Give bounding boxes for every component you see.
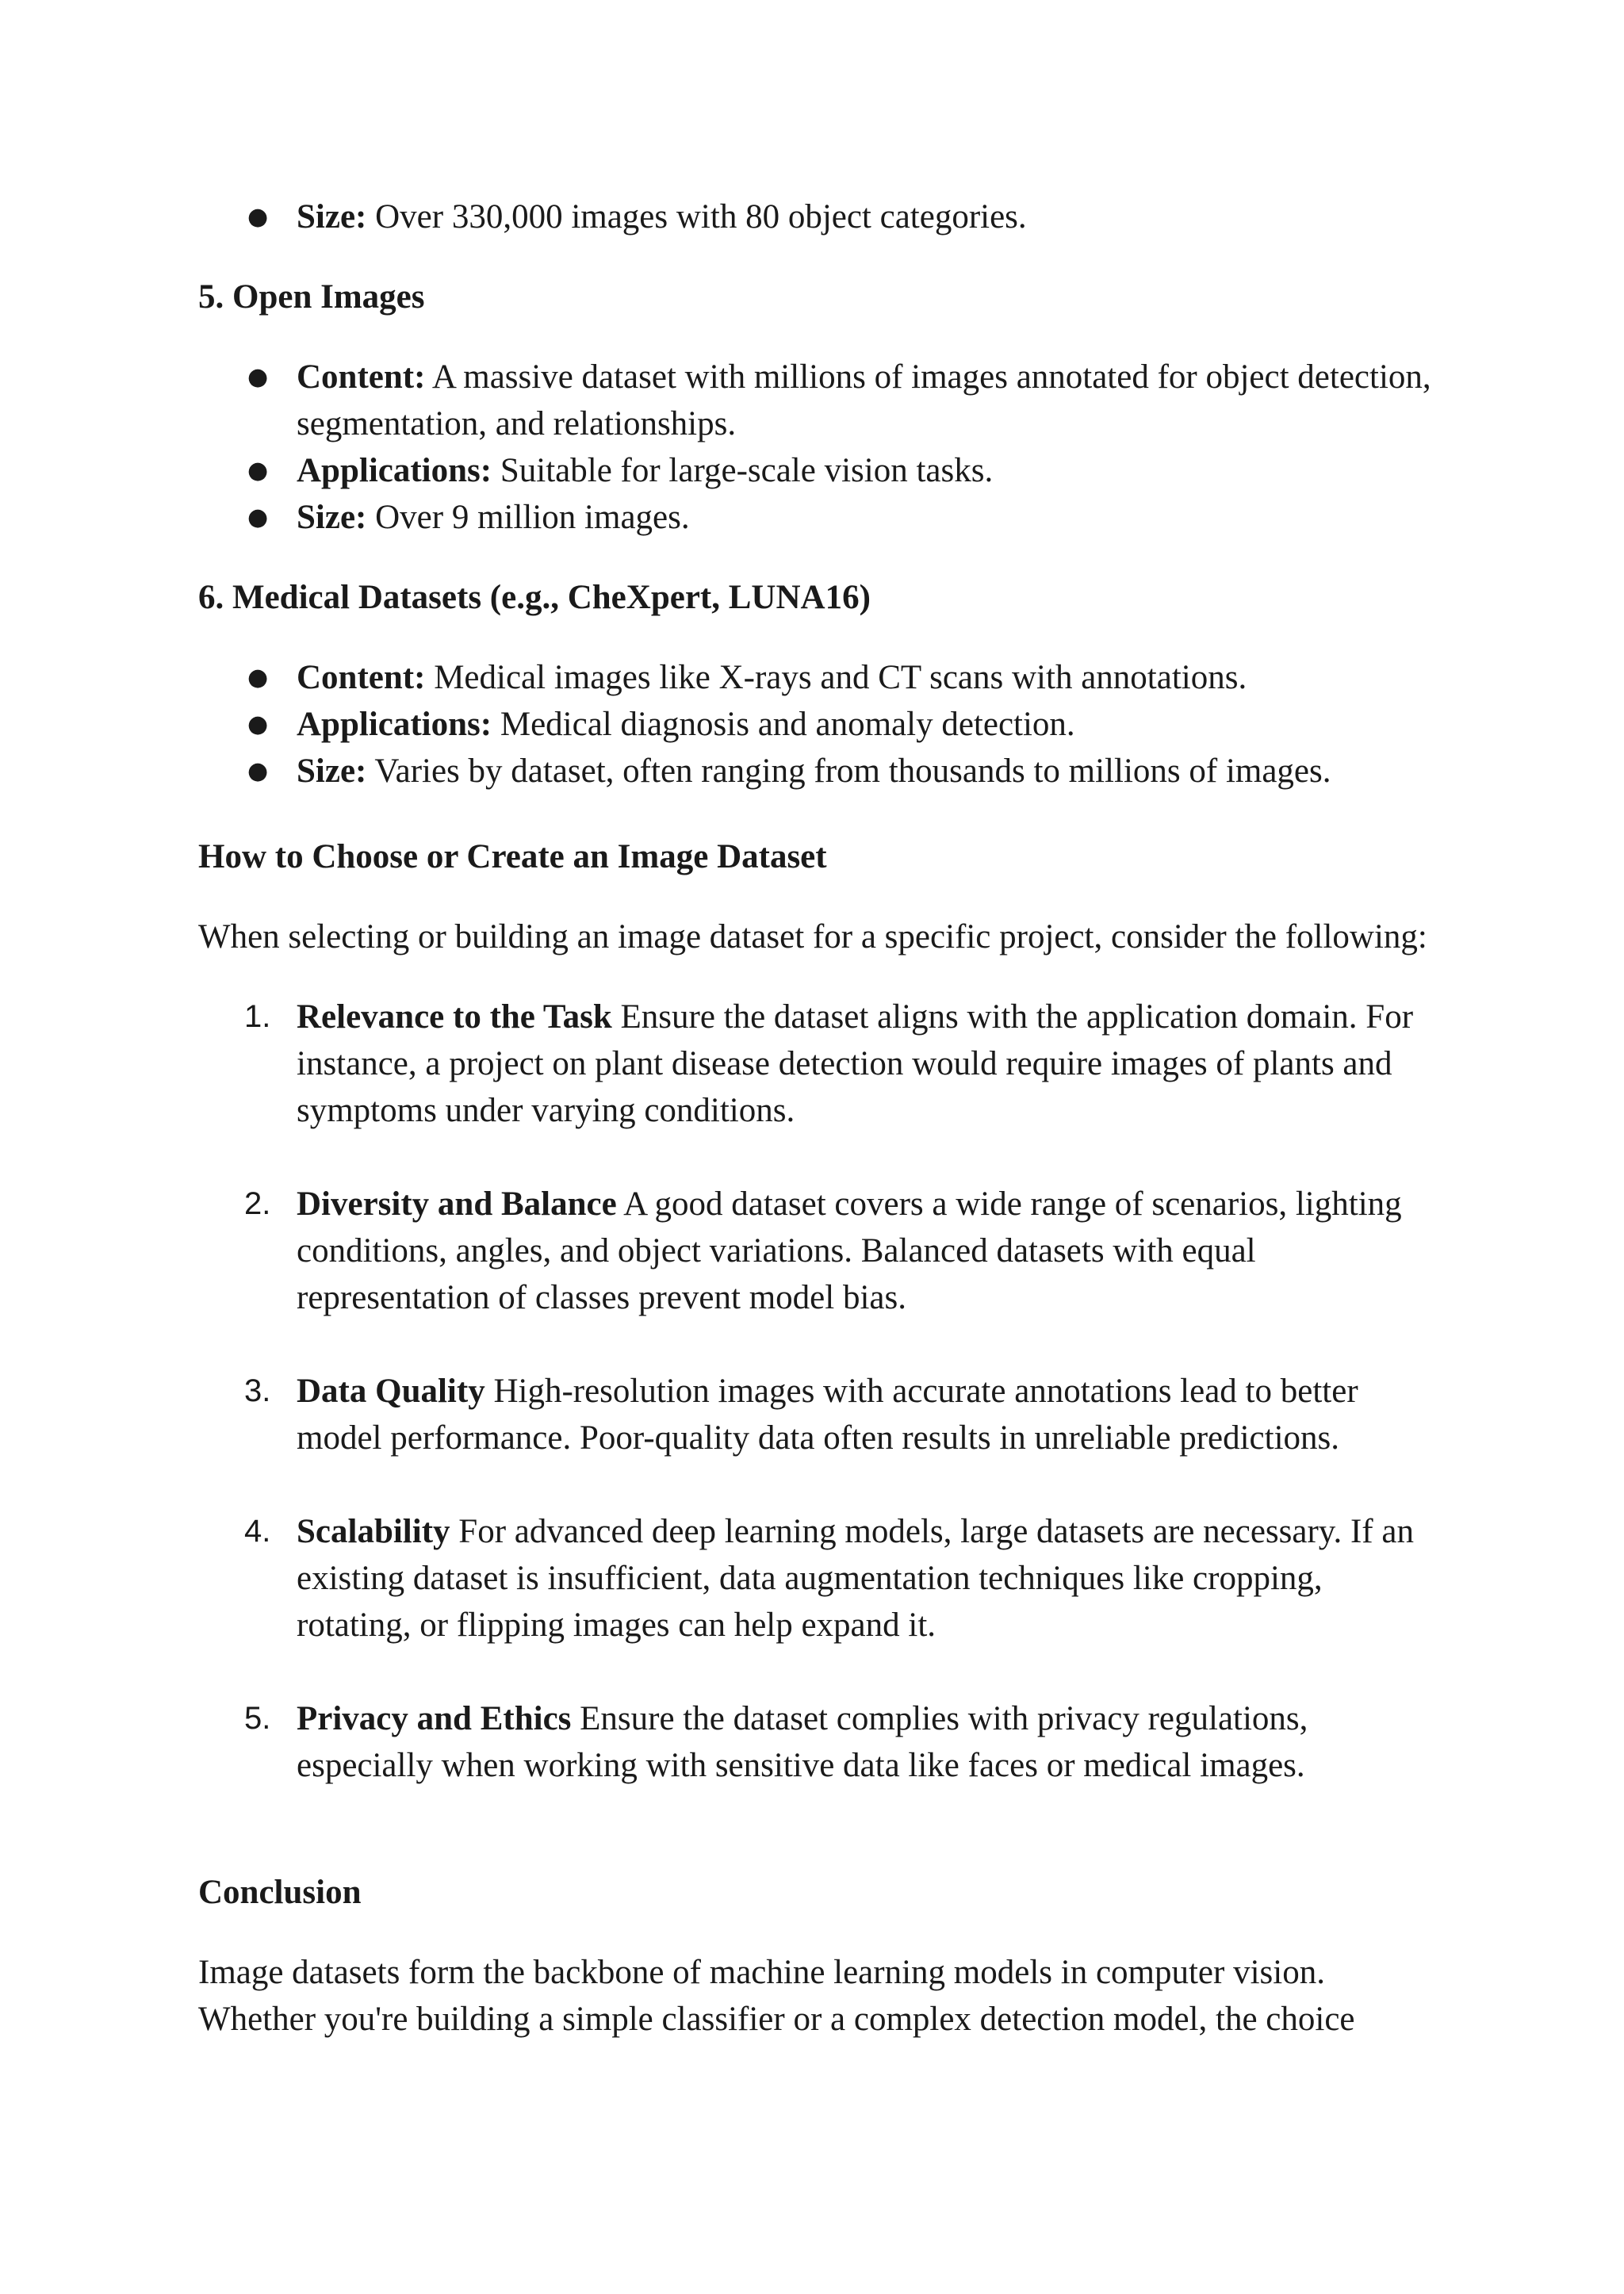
item-text: A massive dataset with millions of images annotated for object detection, segmentation, and relationships. [297,358,1431,442]
list-item [297,494,1435,541]
item-text: A good dataset covers a wide range of scenarios, lighting conditions, angles, and object variations. Balanced datasets with equal representation of classes prevent model bias. [297,1185,1402,1316]
item-label: Size: [297,499,367,536]
list-item [244,1695,1435,1789]
section-heading-conclusion: Conclusion [198,1874,362,1911]
top-bullet-list [198,193,1435,240]
list-item [244,1368,1435,1461]
item-label: Content: [297,659,426,696]
item-text: Medical diagnosis and anomaly detection. [492,706,1075,743]
item-text: Over 9 million images. [366,499,690,536]
list-item [297,354,1435,447]
item-number: 1. [244,999,271,1034]
item-text: Over 330,000 images with 80 object categories. [366,198,1027,236]
item-text: For advanced deep learning models, large datasets are necessary. If an existing dataset is insufficient, data augmentation techniques like cropping, rotating, or flipping images can help expand it. [297,1513,1414,1644]
section-heading-medical: 6. Medical Datasets (e.g., CheXpert, LUNA16) [198,579,871,616]
item-label: Data Quality [297,1373,485,1410]
list-item [297,654,1435,701]
list-item [297,193,1435,240]
item-label: Diversity and Balance [297,1185,617,1223]
item-label: Privacy and Ethics [297,1700,572,1737]
choose-numbered-list [198,994,1435,1789]
item-text: Ensure the dataset aligns with the application domain. For instance, a project on plant disease detection would require images of plants and symptoms under varying conditions. [297,998,1414,1129]
item-label: Applications: [297,706,492,743]
list-item [244,1181,1435,1321]
item-label: Size: [297,198,367,236]
item-number: 3. [244,1373,271,1408]
list-item [297,748,1435,795]
item-text: Varies by dataset, often ranging from thousands to millions of images. [366,753,1331,790]
item-text: High-resolution images with accurate annotations lead to better model performance. Poor-quality data often results in unreliable predictions. [297,1373,1358,1457]
medical-list [198,654,1435,795]
choose-intro: When selecting or building an image dataset for a specific project, consider the following: [198,918,1427,956]
item-label: Size: [297,753,367,790]
item-label: Applications: [297,452,492,489]
item-text: Suitable for large-scale vision tasks. [492,452,994,489]
section-heading-open-images: 5. Open Images [198,278,425,316]
item-text: Medical images like X-rays and CT scans with annotations. [425,659,1247,696]
document-page [198,193,1435,2043]
item-text: Ensure the dataset complies with privacy regulations, especially when working with sensitive data like faces or medical images. [297,1700,1308,1784]
list-item [297,701,1435,748]
section-heading-choose: How to Choose or Create an Image Dataset [198,838,827,875]
open-images-list [198,354,1435,541]
item-label: Content: [297,358,426,396]
list-item [297,447,1435,494]
item-number: 4. [244,1514,271,1549]
conclusion-text: Image datasets form the backbone of machine learning models in computer vision. Whether you're building a simple classifier or a complex detection model, the choice [198,1954,1355,2038]
item-label: Scalability [297,1513,450,1550]
item-label: Relevance to the Task [297,998,612,1036]
item-number: 5. [244,1701,271,1736]
item-number: 2. [244,1186,271,1221]
list-item [244,994,1435,1134]
list-item [244,1508,1435,1649]
